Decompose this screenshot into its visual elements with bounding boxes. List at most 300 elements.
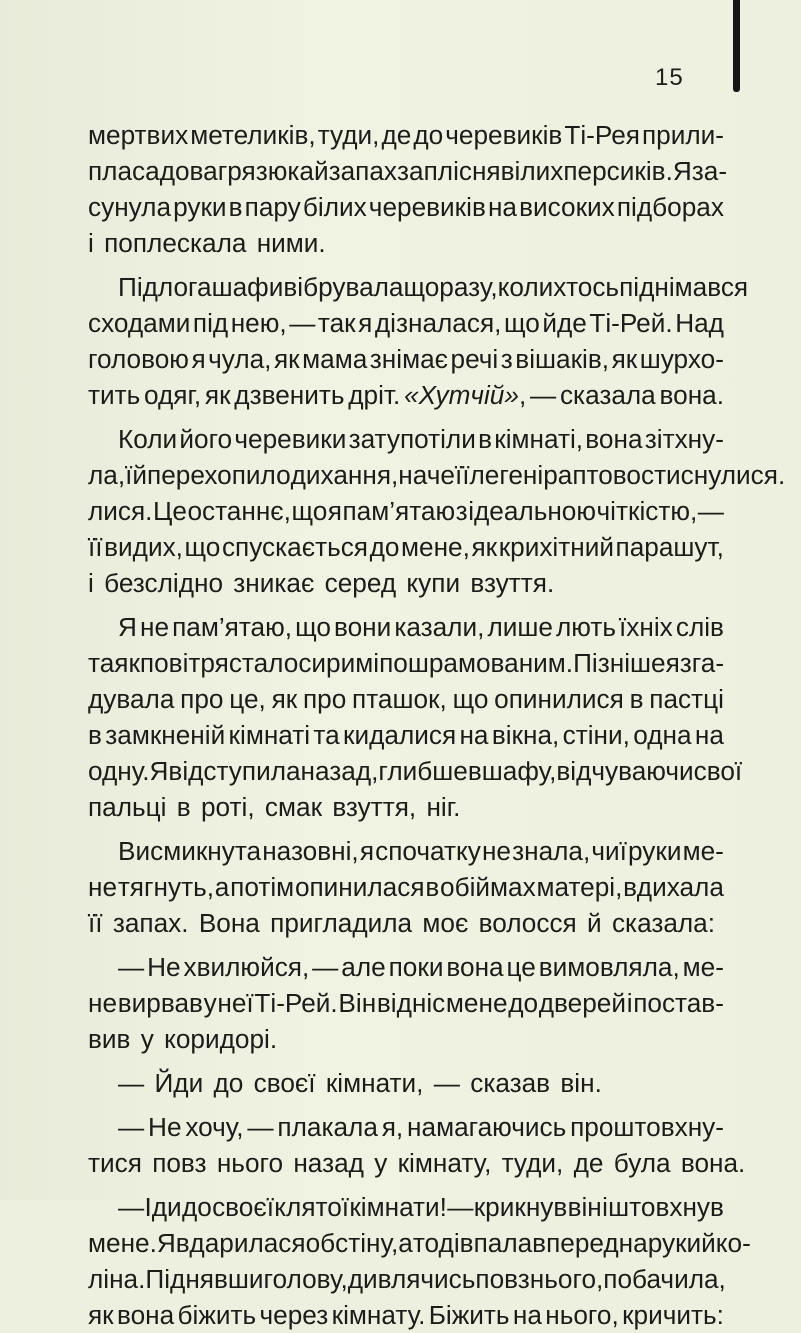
text-word: не <box>481 836 511 866</box>
text-word: чиї <box>591 836 627 866</box>
text-word: й <box>587 908 602 938</box>
text-word: затупотіли <box>348 424 476 454</box>
text-line <box>88 493 724 529</box>
text-word: вирвав <box>117 988 203 1018</box>
text-word: не <box>88 988 118 1018</box>
text-word: дивлячись <box>347 1264 476 1294</box>
text-word: її <box>454 460 470 490</box>
text-word: і <box>373 648 380 678</box>
text-word: замкненій <box>105 720 226 750</box>
text-word: слів <box>675 612 724 642</box>
text-word: — <box>529 380 557 410</box>
text-word: була <box>613 1148 671 1178</box>
text-word: Ті-Рея <box>564 120 640 150</box>
text-word: в <box>629 684 644 714</box>
text-word: ме- <box>682 836 724 866</box>
text-word: мене. <box>88 1228 157 1258</box>
text-word: пам’ятаю <box>342 496 456 526</box>
text-word: у <box>203 988 217 1018</box>
text-word: вона <box>116 1300 175 1330</box>
text-word: в <box>176 792 191 822</box>
text-word: на <box>694 720 724 750</box>
text-word: Я <box>149 756 169 786</box>
text-word: назовні, <box>262 836 359 866</box>
text-word: вив <box>88 1024 131 1054</box>
text-word: смак <box>264 792 323 822</box>
text-word: шафу, <box>481 756 557 786</box>
text-word: це, <box>229 684 266 714</box>
text-word: кімнаті, <box>494 424 584 454</box>
text-word: знала, <box>512 836 591 866</box>
text-line <box>88 529 724 565</box>
text-word: Не <box>148 1112 182 1142</box>
text-word: мама <box>302 344 368 374</box>
text-word: пару <box>244 192 301 222</box>
text-word: і <box>88 568 94 598</box>
text-word: опинилися <box>494 684 624 714</box>
text-word: як <box>471 532 498 562</box>
text-word: запах. <box>112 908 189 938</box>
text-line <box>88 341 724 377</box>
text-word: грязюка <box>217 156 314 186</box>
text-word: я <box>665 648 680 678</box>
text-word: Я <box>672 156 692 186</box>
text-word: з <box>455 496 468 526</box>
text-word: вдарилася <box>175 1228 306 1258</box>
book-spine-shadow <box>733 0 740 92</box>
text-word: крикнув <box>473 1192 568 1222</box>
text-word: кричить: <box>622 1300 724 1330</box>
text-word: стиснулися. <box>640 460 786 490</box>
text-line <box>88 225 724 261</box>
text-word: руки <box>647 1228 702 1258</box>
text-word: не <box>139 612 170 642</box>
text-word: запах <box>328 156 398 186</box>
text-word: стіни, <box>562 720 630 750</box>
text-word: кімнату, <box>397 1148 492 1178</box>
text-word: як <box>611 344 638 374</box>
text-word: вона <box>585 424 643 454</box>
text-word: казали, <box>394 612 485 642</box>
text-word: прили- <box>641 120 724 150</box>
text-word: «Хутчій», <box>404 380 527 410</box>
text-word: як <box>88 1300 114 1330</box>
text-word: черевиків <box>445 120 563 150</box>
text-word: в <box>88 720 102 750</box>
text-word: у <box>140 1024 154 1054</box>
text-word: серед <box>324 568 397 598</box>
text-word: — <box>447 1192 474 1222</box>
text-word: Піднявши <box>145 1264 264 1294</box>
text-word: до <box>413 120 444 150</box>
text-word: нею, <box>230 308 287 338</box>
text-word: їй <box>125 460 148 490</box>
text-word: Ті-Рей. <box>589 308 673 338</box>
text-word: кімнаті <box>228 720 311 750</box>
text-word: вона. <box>680 1148 746 1178</box>
text-word: матері, <box>536 872 623 902</box>
text-word: Підлога <box>118 272 212 302</box>
text-word: Пізніше <box>573 648 666 678</box>
text-word: дувала <box>88 684 175 714</box>
text-word: нього <box>216 1148 284 1178</box>
text-word: і <box>626 988 633 1018</box>
text-line <box>88 377 724 413</box>
text-word: парашут, <box>615 532 724 562</box>
text-word: їхніх <box>619 612 673 642</box>
text-line <box>88 1189 724 1225</box>
text-line <box>88 457 786 493</box>
text-word: плакала <box>277 1112 378 1142</box>
text-word: підборах <box>616 192 724 222</box>
text-word: Коли <box>118 424 178 454</box>
text-word: він. <box>560 1068 602 1098</box>
text-word: видих, <box>104 532 183 562</box>
text-word: шафи <box>211 272 284 302</box>
text-word: — <box>118 1068 145 1098</box>
text-word: хтось <box>553 272 620 302</box>
text-word: до <box>213 1068 244 1098</box>
text-word: глибше <box>378 756 468 786</box>
text-word: дізналася, <box>374 308 502 338</box>
text-word: дріт. <box>348 380 401 410</box>
text-word: про <box>180 684 224 714</box>
text-word: коли <box>497 272 554 302</box>
text-line <box>88 1145 746 1181</box>
text-word: — <box>289 308 316 338</box>
text-word: Іди <box>144 1192 182 1222</box>
text-word: туди, <box>317 120 380 150</box>
text-word: йде <box>542 308 587 338</box>
text-word: нього, <box>529 1264 604 1294</box>
text-word: і <box>602 1192 608 1222</box>
text-word: спочатку <box>375 836 481 866</box>
text-word: де <box>573 1148 604 1178</box>
text-line <box>88 681 724 717</box>
text-word: запліснявілих <box>397 156 564 186</box>
text-word: зга- <box>679 648 725 678</box>
text-word: пам’ятаю, <box>172 612 293 642</box>
text-word: дверей <box>538 988 626 1018</box>
text-word: Я <box>156 1228 176 1258</box>
text-word: що <box>452 684 489 714</box>
text-word: роті, <box>200 792 255 822</box>
text-word: не <box>88 872 118 902</box>
text-word: руки <box>173 192 227 222</box>
text-word: взуття, <box>332 792 417 822</box>
text-word: хвилюйся, <box>183 952 310 982</box>
text-word: до <box>181 1192 212 1222</box>
text-word: її <box>88 908 103 938</box>
text-word: й <box>701 1228 716 1258</box>
text-word: Не <box>147 952 181 982</box>
text-word: нього, <box>545 1300 619 1330</box>
text-word: стало <box>228 648 299 678</box>
text-word: мене <box>445 988 508 1018</box>
text-word: об <box>305 1228 336 1258</box>
text-word: мертвих <box>88 120 189 150</box>
text-line <box>88 833 724 869</box>
text-word: що <box>503 308 540 338</box>
page-number: 15 <box>655 64 684 91</box>
text-word: високих <box>519 192 615 222</box>
text-line <box>88 1109 724 1145</box>
body-text <box>88 117 786 1333</box>
text-word: метеликів, <box>190 120 316 150</box>
text-word: лише <box>487 612 553 642</box>
text-word: пташок, <box>352 684 447 714</box>
text-word: хочу, <box>185 1112 244 1142</box>
text-word: персиків. <box>563 156 673 186</box>
text-line <box>88 645 724 681</box>
text-word: тоді <box>412 1228 460 1258</box>
text-word: ідеальною <box>468 496 597 526</box>
text-word: через <box>259 1300 329 1330</box>
text-word: й <box>313 156 329 186</box>
text-word: пла <box>88 156 133 186</box>
text-word: і <box>88 228 94 258</box>
text-word: Я <box>118 612 137 642</box>
text-word: в <box>478 424 492 454</box>
text-word: руки <box>628 836 682 866</box>
text-word: тягнуть, <box>117 872 215 902</box>
text-word: але <box>341 952 386 982</box>
text-word: — <box>118 952 145 982</box>
text-word: сказала <box>559 380 656 410</box>
text-word: безслідно <box>104 568 224 598</box>
text-word: знімає <box>369 344 448 374</box>
text-word: він <box>567 1192 602 1222</box>
text-word: повз <box>152 1148 207 1178</box>
text-word: голову, <box>263 1264 348 1294</box>
text-word: поки <box>388 952 444 982</box>
text-word: я <box>358 308 373 338</box>
text-word: впала <box>459 1228 533 1258</box>
text-word: раптово <box>543 460 641 490</box>
text-word: сирим <box>298 648 374 678</box>
text-word: що <box>184 532 221 562</box>
text-word: Біжить <box>428 1300 510 1330</box>
text-word: що <box>295 612 331 642</box>
text-word: ко- <box>715 1228 751 1258</box>
text-word: на <box>512 1300 542 1330</box>
text-word: вікна, <box>491 720 560 750</box>
text-word: білих <box>302 192 367 222</box>
text-word: дихання, <box>290 460 399 490</box>
text-word: обіймах <box>440 872 536 902</box>
text-line <box>88 1065 724 1101</box>
text-word: — <box>118 1192 145 1222</box>
text-word: вимовляла, <box>538 952 680 982</box>
text-word: чіткістю, <box>596 496 698 526</box>
text-word: дзвенить <box>234 380 345 410</box>
text-word: волосся <box>478 908 577 938</box>
text-word: своєї <box>212 1192 274 1222</box>
text-word: взуття. <box>470 568 555 598</box>
text-word: коридорі. <box>164 1024 278 1054</box>
text-word: до <box>369 532 400 562</box>
text-word: я <box>327 496 342 526</box>
text-word: де <box>381 120 412 150</box>
text-word: піднімався <box>619 272 749 302</box>
text-word: головою <box>88 344 189 374</box>
text-word: сказав <box>470 1068 551 1098</box>
text-word: в <box>467 756 482 786</box>
text-word: легені <box>469 460 544 490</box>
text-word: я, <box>381 1112 404 1142</box>
text-word: як <box>204 380 231 410</box>
text-word: проштовхну- <box>570 1112 724 1142</box>
text-word: у <box>374 1148 388 1178</box>
text-line <box>88 269 749 305</box>
text-word: моє <box>422 908 469 938</box>
text-word: його <box>179 424 233 454</box>
text-word: ла, <box>88 460 126 490</box>
text-word: шурхо- <box>639 344 724 374</box>
text-word: ме- <box>682 952 724 982</box>
text-word: кімнати, <box>325 1068 424 1098</box>
text-word: останнє, <box>187 496 291 526</box>
text-word: лися. <box>88 496 153 526</box>
text-word: — <box>433 1068 460 1098</box>
text-word: пошрамованим. <box>379 648 574 678</box>
text-word: черевики <box>234 424 347 454</box>
text-line <box>88 789 724 825</box>
text-word: відніс <box>376 988 446 1018</box>
text-word: побачила, <box>603 1264 726 1294</box>
text-word: а <box>398 1228 413 1258</box>
text-word: повітря <box>139 648 229 678</box>
text-word: крихітний <box>498 532 614 562</box>
text-word: неї <box>217 988 254 1018</box>
text-line <box>88 717 724 753</box>
text-word: відчуваючи <box>556 756 694 786</box>
text-word: тися <box>88 1148 142 1178</box>
text-word: зітхну- <box>644 424 724 454</box>
text-word: вібрувала <box>283 272 404 302</box>
text-word: назад <box>293 1148 364 1178</box>
text-word: про <box>302 684 347 714</box>
text-word: до <box>508 988 539 1018</box>
text-word: відступила <box>168 756 301 786</box>
text-word: та <box>88 648 115 678</box>
text-line <box>88 985 724 1021</box>
text-word: клятої <box>274 1192 350 1222</box>
text-word: ліна. <box>88 1264 146 1294</box>
text-word: купи <box>406 568 461 598</box>
text-line <box>88 117 724 153</box>
text-word: в <box>425 872 440 902</box>
text-word: тить <box>88 380 141 410</box>
text-word: Над <box>675 308 724 338</box>
text-word: постав- <box>633 988 724 1018</box>
text-word: як <box>271 684 298 714</box>
text-word: я <box>359 836 374 866</box>
text-word: на <box>459 720 489 750</box>
text-word: за- <box>691 156 728 186</box>
text-word: вішаків, <box>515 344 610 374</box>
text-word: намагаючись <box>407 1112 567 1142</box>
text-word: лють <box>555 612 616 642</box>
text-word: Він <box>338 988 377 1018</box>
text-word: чула, <box>208 344 272 374</box>
text-word: свої <box>693 756 743 786</box>
text-word: це <box>506 952 536 982</box>
text-word: ніг. <box>426 792 461 822</box>
text-word: під <box>192 308 229 338</box>
text-line <box>88 609 724 645</box>
text-word: потім <box>230 872 295 902</box>
text-word: опинилася <box>294 872 425 902</box>
text-line <box>88 1261 724 1297</box>
text-word: кімнату. <box>331 1300 426 1330</box>
text-word: я <box>191 344 206 374</box>
text-line <box>88 949 724 985</box>
text-word: сходами <box>88 308 191 338</box>
text-word: — <box>312 952 339 982</box>
text-word: що <box>291 496 328 526</box>
text-word: штовхнув <box>608 1192 724 1222</box>
text-word: Ті-Рей. <box>254 988 338 1018</box>
text-word: одну. <box>88 756 150 786</box>
text-word: в <box>228 192 243 222</box>
text-word: черевиків <box>368 192 486 222</box>
text-line <box>88 1297 724 1333</box>
text-word: Це <box>152 496 187 526</box>
text-line <box>88 421 724 457</box>
text-word: туди, <box>501 1148 564 1178</box>
text-word: — <box>118 1112 145 1142</box>
text-word: одна <box>633 720 692 750</box>
text-word: одяг, <box>144 380 202 410</box>
text-line <box>88 1021 724 1057</box>
text-word: пастці <box>649 684 724 714</box>
text-word: Вона <box>198 908 260 938</box>
text-line <box>88 305 724 341</box>
text-line <box>88 905 724 941</box>
text-word: як <box>273 344 300 374</box>
text-word: кімнати! <box>349 1192 447 1222</box>
text-word: мене, <box>401 532 470 562</box>
text-word: ними. <box>256 228 326 258</box>
text-word: спускається <box>221 532 368 562</box>
text-word: та <box>313 720 340 750</box>
text-word: вперед <box>532 1228 619 1258</box>
text-word: щоразу, <box>403 272 498 302</box>
text-word: вона. <box>659 380 724 410</box>
text-line <box>88 869 724 905</box>
text-word: а <box>214 872 230 902</box>
text-word: так <box>317 308 356 338</box>
text-word: сказала: <box>611 908 716 938</box>
text-word: поплескала <box>104 228 247 258</box>
text-word: з <box>500 344 513 374</box>
text-line <box>88 153 728 189</box>
text-line <box>88 1225 751 1261</box>
text-word: повз <box>475 1264 530 1294</box>
text-word: садова <box>132 156 218 186</box>
text-word: пальці <box>88 792 167 822</box>
text-word: кидалися <box>343 720 457 750</box>
text-line <box>88 753 743 789</box>
text-word: вони <box>333 612 392 642</box>
text-line <box>88 565 724 601</box>
text-word: стіну, <box>335 1228 399 1258</box>
text-word: — <box>247 1112 274 1142</box>
text-word: вдихала <box>623 872 724 902</box>
text-word: Йди <box>154 1068 204 1098</box>
text-word: її <box>88 532 103 562</box>
